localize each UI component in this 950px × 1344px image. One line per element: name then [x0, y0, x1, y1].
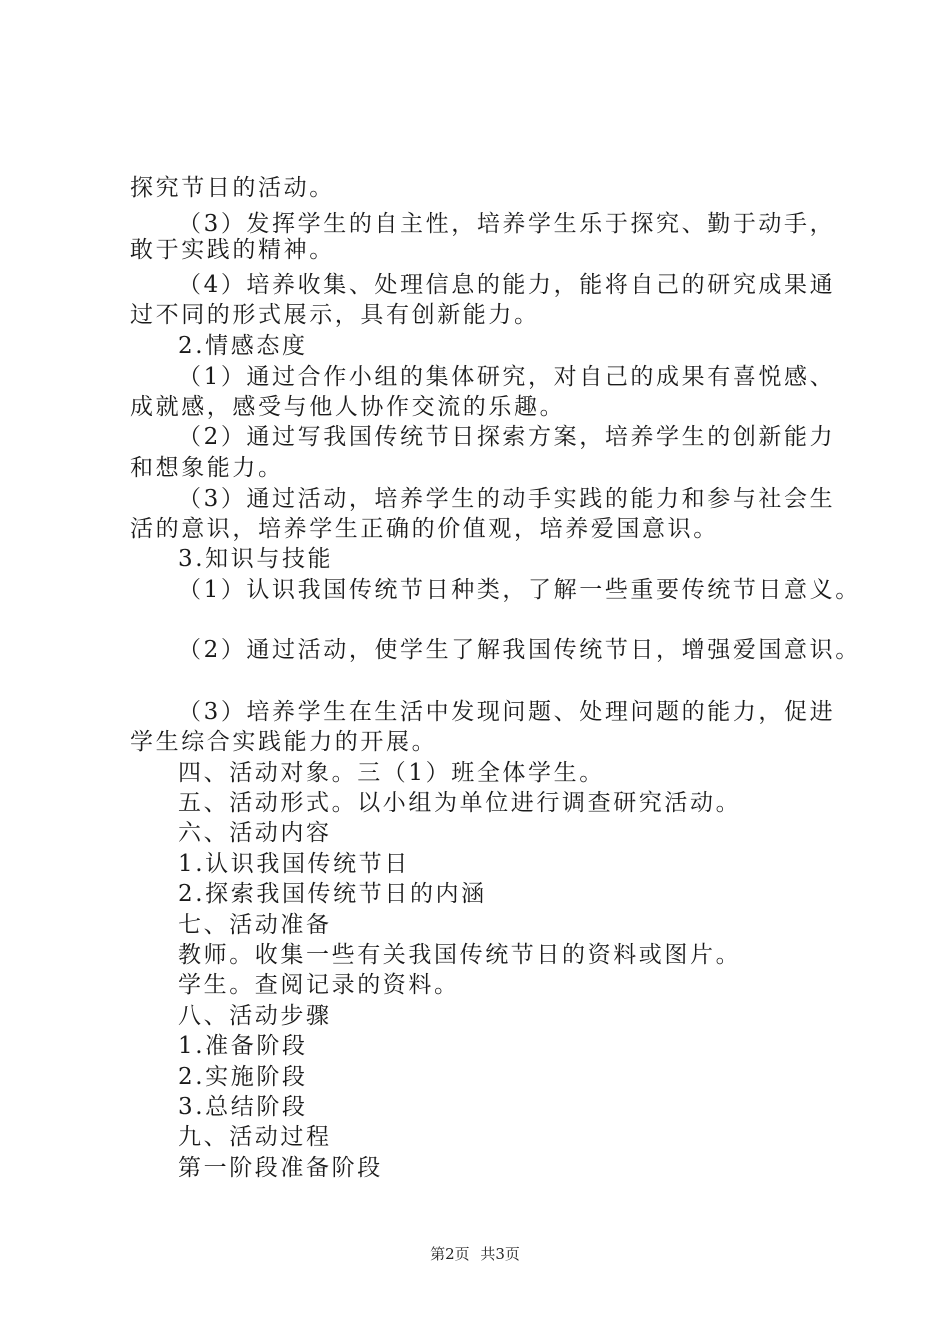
text-line: （2）通过活动，使学生了解我国传统节日，增强爱国意识。 [178, 637, 861, 663]
text-line: 2.探索我国传统节日的内涵 [178, 881, 487, 907]
text-line: 学生。查阅记录的资料。 [178, 972, 460, 998]
text-line: （4）培养收集、处理信息的能力，能将自己的研究成果通 [178, 272, 836, 298]
section-heading: 七、活动准备 [178, 912, 332, 938]
text-line: （3）通过活动，培养学生的动手实践的能力和参与社会生 [178, 486, 836, 512]
text-line: （2）通过写我国传统节日探索方案，培养学生的创新能力 [178, 424, 836, 450]
text-line: （3）发挥学生的自主性，培养学生乐于探究、勤于动手， [178, 211, 836, 237]
text-line: （3）培养学生在生活中发现问题、处理问题的能力，促进 [178, 699, 836, 725]
text-line: 活的意识，培养学生正确的价值观，培养爱国意识。 [130, 516, 719, 542]
section-heading: 3.知识与技能 [178, 546, 334, 572]
text-line: （1）认识我国传统节日种类，了解一些重要传统节日意义。 [178, 577, 861, 603]
page-total: 共3页 [480, 1245, 520, 1263]
text-line: 敢于实践的精神。 [130, 237, 335, 263]
page-footer [0, 1244, 950, 1264]
section-heading: 八、活动步骤 [178, 1003, 332, 1029]
text-line: 和想象能力。 [130, 455, 284, 481]
text-line: 2.实施阶段 [178, 1064, 308, 1090]
text-line: 过不同的形式展示，具有创新能力。 [130, 302, 540, 328]
text-line: 成就感，感受与他人协作交流的乐趣。 [130, 394, 566, 420]
section-heading: 九、活动过程 [178, 1124, 332, 1150]
section-heading: 2.情感态度 [178, 333, 308, 359]
text-line: 学生综合实践能力的开展。 [130, 729, 438, 755]
section-heading: 六、活动内容 [178, 820, 332, 846]
text-line: （1）通过合作小组的集体研究，对自己的成果有喜悦感、 [178, 364, 836, 390]
text-line: 1.认识我国传统节日 [178, 851, 410, 877]
text-line: 3.总结阶段 [178, 1094, 308, 1120]
text-line: 教师。收集一些有关我国传统节日的资料或图片。 [178, 942, 742, 968]
section-heading: 五、活动形式。以小组为单位进行调查研究活动。 [178, 790, 742, 816]
page-number: 第2页 [430, 1245, 470, 1263]
text-line: 1.准备阶段 [178, 1033, 308, 1059]
section-heading: 四、活动对象。三（1）班全体学生。 [178, 760, 605, 786]
text-line: 探究节日的活动。 [130, 175, 335, 201]
text-line: 第一阶段准备阶段 [178, 1155, 383, 1181]
